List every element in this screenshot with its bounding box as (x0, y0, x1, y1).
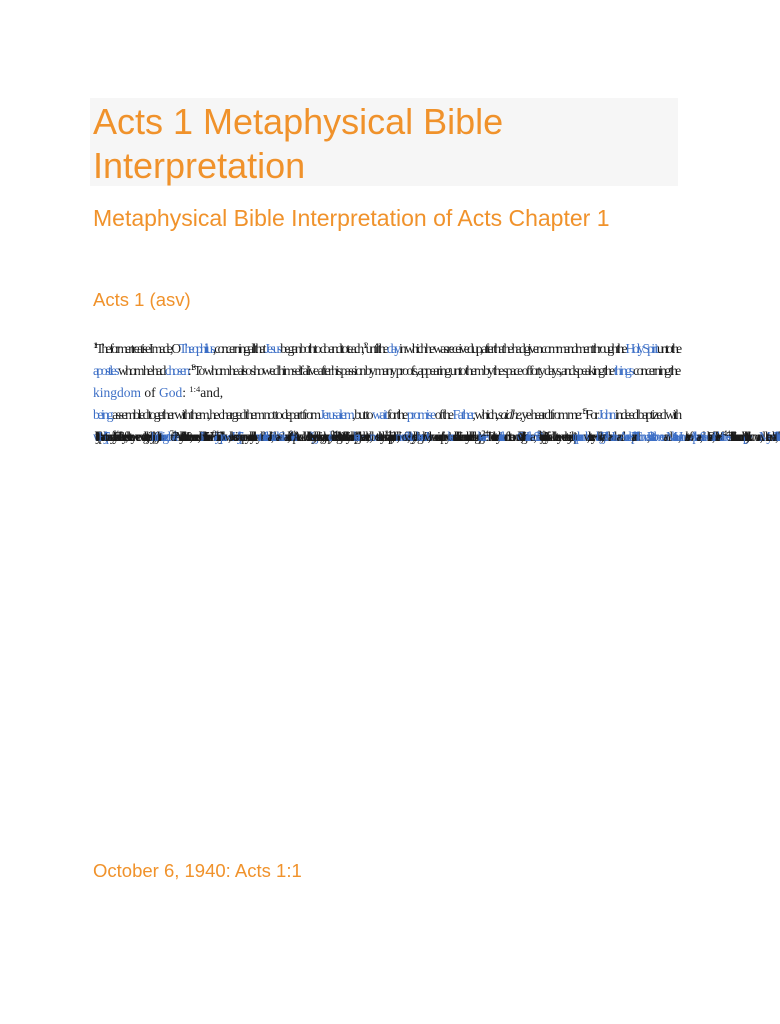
term-link[interactable]: kingdom (93, 384, 142, 400)
term-link[interactable]: promise (406, 406, 434, 422)
term-link[interactable]: Peter (600, 428, 603, 444)
verse-text: Then returned they unto (485, 428, 498, 444)
verse-text: , and unto the uttermost part of the (287, 428, 291, 444)
term-link[interactable]: chosen (164, 362, 188, 378)
term-link[interactable]: things (310, 428, 314, 444)
verse-text: assembled together with them, he charged them not to depart from (111, 406, 320, 422)
term-link[interactable]: abiding (595, 428, 601, 444)
verse-text: and, (200, 384, 224, 400)
term-link[interactable]: Theophilus (178, 341, 213, 356)
term-link[interactable]: John (597, 406, 614, 422)
term-link[interactable]: power (219, 428, 228, 444)
verse-text: , why (407, 428, 411, 444)
term-link[interactable]: time (156, 428, 161, 444)
term-link[interactable]: Sabbath (533, 428, 542, 444)
verse-text: hath set within His own (204, 428, 214, 444)
term-link[interactable]: brethren (775, 428, 780, 444)
term-link[interactable]: cloud (328, 428, 333, 444)
verse-text: is come upon you: and ye shall be my (236, 428, 256, 444)
verse-text: concerning the (632, 362, 679, 378)
verse-text: received him out of their sight. (332, 428, 335, 444)
term-link[interactable]: Jerusalem (497, 428, 507, 444)
verse-text: of the (433, 406, 453, 422)
term-link[interactable]: heaven (477, 428, 486, 444)
term-link[interactable]: Holy Spirit (98, 428, 103, 444)
term-link[interactable]: Galilee (403, 428, 408, 444)
verse-text: The former treatise I made, O (95, 341, 179, 356)
term-link[interactable]: Philip (630, 428, 633, 444)
verse-text: in which he was received up, after that he had given commandment through the (398, 341, 626, 356)
verse-text: : (187, 362, 191, 378)
verse-text: To whom he also showed himself alive after his passion by many proofs, appearing unto them by the space of forty days, and speaking the (193, 362, 614, 378)
term-link[interactable]: kingdom (160, 428, 174, 444)
verse-text: , but to (352, 406, 373, 422)
verse-text: shall so come in like manner as ye beheld him going into (455, 428, 478, 444)
term-link[interactable]: heaven (353, 428, 362, 444)
term-link[interactable]: Mary (758, 428, 769, 444)
verse-text: And while they were looking stedfastly into (334, 428, 354, 444)
term-link[interactable]: heaven (447, 428, 456, 444)
term-link[interactable]: water (93, 428, 98, 444)
verse-text: , who was received up from you into (427, 428, 448, 444)
term-link[interactable]: Jesus (771, 428, 776, 444)
verse-text: and (632, 428, 634, 444)
verse-text: , and with his (775, 428, 776, 444)
verse-text: , with the women, and (746, 428, 759, 444)
verse-number: 1:2 (362, 340, 366, 350)
verse-text: whom he had (117, 362, 165, 378)
term-link[interactable]: Olivet (516, 428, 521, 444)
term-link[interactable]: Alphaeus (688, 428, 700, 444)
verse-text: who also said, Ye (388, 428, 396, 444)
term-link[interactable]: God (159, 384, 183, 400)
verse-text: And he said unto them, It is not for you to know times or seasons, which the (173, 428, 200, 444)
term-link[interactable]: things (613, 362, 633, 378)
text-line (93, 360, 677, 382)
text-line (93, 382, 677, 404)
verse-text: For (585, 406, 598, 422)
term-link[interactable]: day (386, 341, 399, 356)
term-link[interactable]: Lord (150, 428, 157, 444)
term-link[interactable]: upper chamber (572, 428, 587, 444)
verse-number: 1:3 (190, 361, 194, 372)
verse-text: and (277, 428, 279, 444)
verse-text: for the (385, 406, 407, 422)
verse-text: : (182, 384, 190, 400)
text-line (93, 338, 680, 360)
verse-text: , concerning all that (212, 341, 265, 356)
term-link[interactable]: Father (199, 428, 205, 444)
term-link[interactable]: Father (452, 406, 473, 422)
verse-text: , as they were looking, he was taken up; and a (313, 428, 329, 444)
verse-text: But ye shall receive (215, 428, 220, 444)
next-section-heading: October 6, 1940: Acts 1:1 (93, 860, 302, 881)
term-link[interactable]: prayer (742, 428, 747, 444)
term-link[interactable]: James (610, 428, 619, 444)
text-line (93, 426, 780, 448)
verse-text: And when he had said these (292, 428, 311, 444)
term-link[interactable]: Jesus (424, 428, 428, 444)
section-heading: Acts 1 (asv) (93, 289, 191, 310)
verse-text: , ye heard from me: (519, 406, 582, 422)
term-link[interactable]: Simon (699, 428, 710, 444)
verse-text: from the mount called (506, 428, 517, 444)
verse-text: They therefore, when they were come together, asked him, saying, (115, 428, 151, 444)
term-link[interactable]: James (677, 428, 686, 444)
verse-text: , where they were (586, 428, 596, 444)
term-link[interactable]: Bartholomew (646, 428, 665, 444)
verse-text: , which is nigh unto (520, 428, 525, 444)
verse-text: of (141, 384, 160, 400)
text-line (93, 404, 680, 426)
term-link[interactable]: witnesses (255, 428, 263, 444)
verse-text: , when the (227, 428, 232, 444)
verse-text: the Zealot, and (709, 428, 712, 444)
italic-text: said he (497, 406, 520, 422)
verse-text: stood by them in white apparel; (377, 428, 389, 444)
verse-text: , which, (472, 406, 498, 422)
term-link[interactable]: men (395, 428, 404, 444)
verse-text: and (609, 428, 611, 444)
term-link[interactable]: Jesus (264, 341, 280, 356)
verse-number: 1:5 (581, 405, 586, 416)
verse-text: began both to do and to teach, (279, 341, 363, 356)
italic-text: the son (716, 428, 720, 444)
term-link[interactable]: Judas (711, 428, 717, 444)
term-link[interactable]: Holy Spirit (625, 341, 657, 356)
verse-text: until the (365, 341, 387, 356)
term-link[interactable]: John (604, 428, 610, 444)
term-link[interactable]: heaven (416, 428, 425, 444)
verse-text: unto the (656, 341, 680, 356)
verse-text: and (602, 428, 605, 444)
term-link[interactable]: Jerusalem (524, 428, 534, 444)
term-link[interactable]: Andrew (618, 428, 631, 444)
term-link[interactable]: earth (290, 428, 293, 444)
verse-text: And when they were come in, they went up into the (541, 428, 573, 444)
page-title: Acts 1 Metaphysical Bible Interpretation (93, 101, 504, 186)
verse-text: and (664, 428, 666, 444)
term-link[interactable]: Thomas (633, 428, 647, 444)
verse-text: the mother of (768, 428, 772, 444)
verse-number: 1:4 (189, 383, 201, 394)
scripture-text (93, 338, 780, 448)
term-link[interactable]: Samaria (278, 428, 288, 444)
verse-number: 1:1 (93, 340, 96, 350)
verse-text: ye looking into (413, 428, 417, 444)
term-link[interactable]: stand (410, 428, 414, 444)
term-link[interactable]: Judaea (270, 428, 278, 444)
term-link[interactable]: men (369, 428, 378, 444)
term-link[interactable]: James (719, 428, 728, 444)
verse-text: not many days hence. (102, 428, 116, 444)
term-link[interactable]: apostles (93, 362, 118, 378)
term-link[interactable]: being (93, 406, 112, 422)
page-subtitle: Metaphysical Bible Interpretation of Acts Chapter 1 (93, 205, 610, 231)
verse-text: as he went, behold, two (361, 428, 370, 444)
term-link[interactable]: wait (372, 406, 386, 422)
term-link[interactable]: authority (213, 428, 216, 444)
term-link[interactable]: Holy Spirit (231, 428, 237, 444)
italic-text: the son (685, 428, 689, 444)
term-link[interactable]: Matthew (666, 428, 678, 444)
term-link[interactable]: Jerusalem (262, 428, 271, 444)
term-link[interactable]: Jerusalem (319, 406, 353, 422)
verse-text: indeed baptized with (613, 406, 680, 422)
verse-text: These all with one accord continued stedfastly in (727, 428, 743, 444)
